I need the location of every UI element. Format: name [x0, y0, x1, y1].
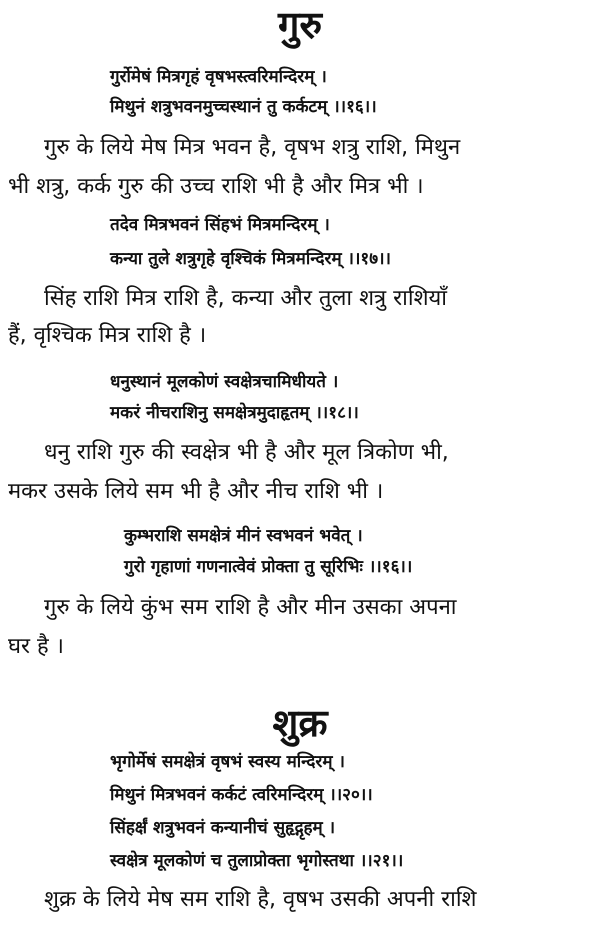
- verse-line: गुरो गृहाणां गणनात्वेवं प्रोक्ता तु सूरिभिः ।।१६।।: [124, 557, 413, 577]
- verse-line: मिथुनं शत्रुभवनमुच्चस्थानं तु कर्कटम् ।।१६।।: [110, 97, 377, 117]
- verse-line: कन्या तुले शत्रुगृहे वृश्चिकं मित्रमन्दिरम् ।।१७।।: [110, 249, 391, 269]
- section-title-guru: गुरु: [277, 3, 323, 47]
- prose-line: सिंह राशि मित्र राशि है, कन्या और तुला शत्रु राशियाँ: [44, 286, 447, 311]
- prose-line: मकर उसके लिये सम भी है और नीच राशि भी ।: [8, 479, 384, 504]
- verse-line: मकरं नीचराशिनु समक्षेत्रमुदाहृतम् ।।१८।।: [110, 403, 359, 423]
- verse-line: भृगोर्मेषं समक्षेत्रं वृषभं स्वस्य मन्दिरम् ।: [110, 752, 345, 772]
- prose-line: घर है ।: [8, 634, 65, 659]
- verse-line: तदेव मित्रभवनं सिंहभं मित्रमन्दिरम् ।: [110, 215, 330, 235]
- verse-line: स्वक्षेत्र मूलकोणं च तुलाप्रोक्ता भृगोस्तथा ।।२१।।: [110, 851, 404, 871]
- prose-line: भी शत्रु, कर्क गुरु की उच्च राशि भी है और मित्र भी ।: [8, 174, 424, 199]
- prose-line: शुक्र के लिये मेष सम राशि है, वृषभ उसकी अपनी राशि: [44, 887, 477, 912]
- prose-line: गुरु के लिये मेष मित्र भवन है, वृषभ शत्रु राशि, मिथुन: [44, 135, 461, 160]
- verse-line: कुम्भराशि समक्षेत्रं मीनं स्वभवनं भवेत् ।: [124, 526, 363, 546]
- prose-line: धनु राशि गुरु की स्वक्षेत्र भी है और मूल त्रिकोण भी,: [44, 440, 449, 465]
- verse-line: धनुस्थानं मूलकोणं स्वक्षेत्रचामिधीयते ।: [110, 372, 339, 392]
- prose-line: हैं, वृश्चिक मित्र राशि है ।: [8, 323, 207, 348]
- verse-line: सिंहर्क्षं शत्रुभवनं कन्यानीचं सुहृद्गृहम् ।: [110, 818, 336, 838]
- section-title-shukra: शुक्र: [272, 701, 328, 745]
- verse-line: मिथुनं मित्रभवनं कर्कटं त्वरिमन्दिरम् ।।२०।।: [110, 785, 373, 805]
- verse-line: गुर्रोमेषं मित्रगृहं वृषभस्त्वरिमन्दिरम् ।: [110, 67, 327, 87]
- prose-line: गुरु के लिये कुंभ सम राशि है और मीन उसका अपना: [44, 595, 457, 620]
